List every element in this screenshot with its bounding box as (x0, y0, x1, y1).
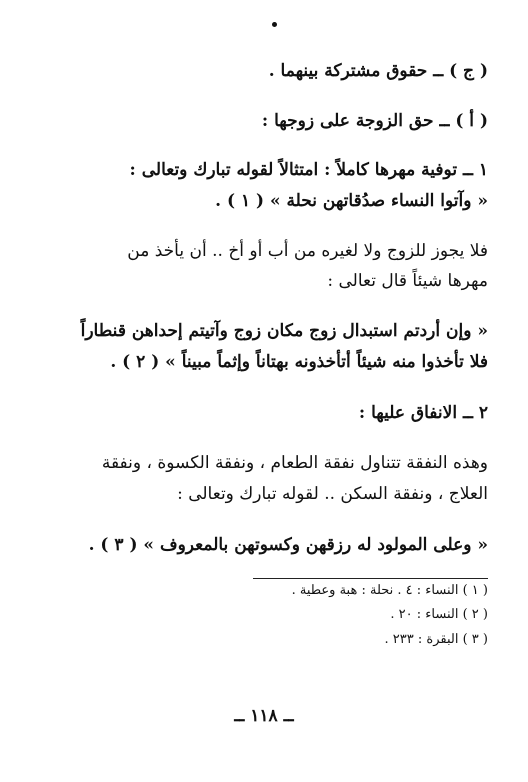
footnote-divider (253, 578, 488, 579)
footnote-1: ( ١ ) النساء : ٤ . نحلة : هبة وعطية . (291, 583, 488, 598)
paragraph-dowry-line-2: مهرها شيئاً قال تعالى : (327, 271, 488, 291)
footnote-2: ( ٢ ) النساء : ٢٠ . (390, 607, 488, 622)
paragraph-maintenance-line-2: العلاج ، ونفقة السكن .. لقوله تبارك وتعالى : (177, 484, 488, 504)
paragraph-dowry-line-1: فلا يجوز للزوج ولا لغيره من أب أو أخ .. أن يأخذ من (127, 241, 488, 261)
item-1-dowry: ١ ــ توفية مهرها كاملاً : امتثالاً لقوله تبارك وتعالى : (129, 160, 488, 180)
heading-wife-rights: ( أ ) ــ حق الزوجة على زوجها : (261, 111, 488, 131)
page-mark-dot (272, 22, 277, 27)
paragraph-maintenance-line-1: وهذه النفقة تتناول نفقة الطعام ، ونفقة الكسوة ، ونفقة (101, 453, 488, 473)
verse-exchange-line-1: « وإن أردتم استبدال زوج مكان زوج وآتيتم إحداهن قنطاراً (80, 321, 488, 341)
verse-maintenance: « وعلى المولود له رزقهن وكسوتهن بالمعروف » ( ٣ ) . (88, 535, 488, 555)
page-number: ــ ١١٨ ــ (234, 706, 294, 726)
verse-dowry: « وآتوا النساء صدُقاتهن نحلة » ( ١ ) . (215, 191, 488, 211)
verse-exchange-line-2: فلا تأخذوا منه شيئاً أتأخذونه بهتاناً وإثماً مبيناً » ( ٢ ) . (110, 352, 488, 372)
footnote-3: ( ٣ ) البقرة : ٢٣٣ . (384, 632, 488, 647)
item-2-maintenance: ٢ ــ الانفاق عليها : (358, 403, 488, 423)
heading-shared-rights: ( ج ) ــ حقوق مشتركة بينهما . (268, 61, 488, 81)
